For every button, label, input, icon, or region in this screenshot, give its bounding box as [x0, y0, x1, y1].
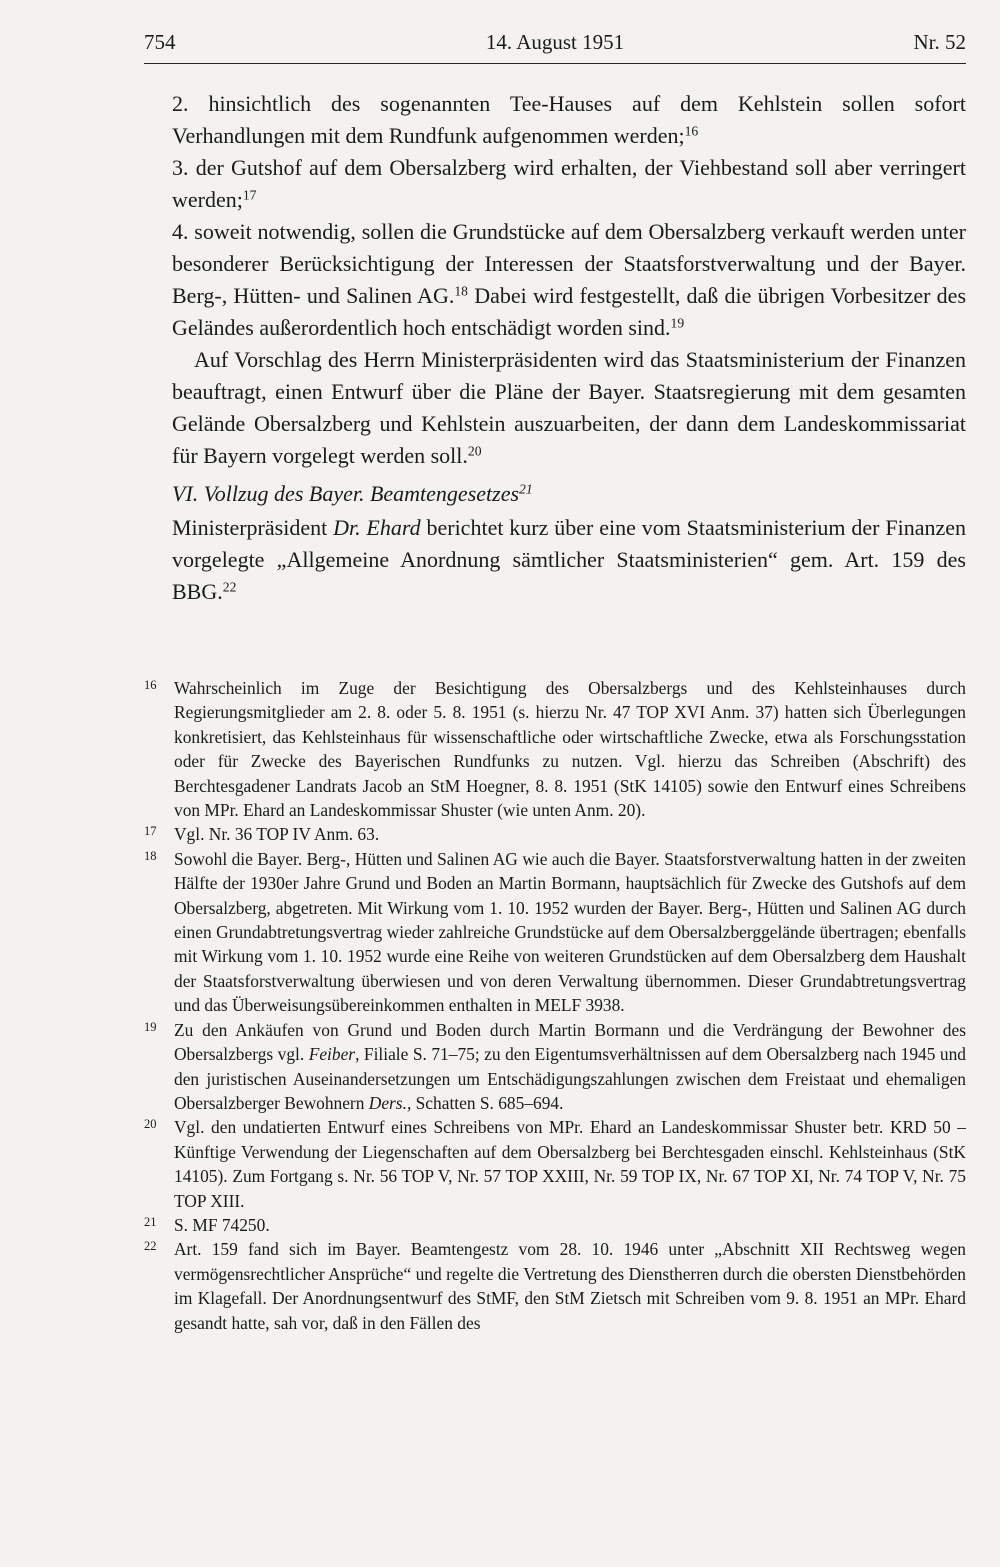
main-text: [172, 88, 966, 608]
issue-number: Nr. 52: [913, 30, 966, 54]
author-name: Ders.: [368, 1092, 407, 1113]
item-2-paragraph: 2. hinsichtlich des sogenannten Tee-Hauses auf dem Kehlstein sollen sofort Verhandlungen mit dem Rundfunk aufgenommen werden;$^{16}$: [172, 91, 966, 148]
footnote-16: 16 Wahrscheinlich im Zuge der Besichtigung des Obersalzbergs und des Kehlsteinhauses durch Regierungsmitglieder am 2. 8. oder 5. 8. 1951 (s. hierzu Nr. 47 TOP XVI Anm. 37) hatten sich Überlegungen konkretisiert, das Kehlsteinhaus für wissenschaftliche oder wirtschaftliche Zwecke, etwa als Forschungsstation oder für Zwecke des Bayerischen Rundfunks zu nutzen. Vgl. hierzu das Schreiben (Abschrift) des Berchtesgadener Landrats Jacob an StM Hoegner, 8. 8. 1951 (StK 14105) sowie den Entwurf eines Schreibens von MPr. Ehard an Landeskommissar Shuster (wie unten Anm. 20).: [144, 678, 966, 821]
footnote-ref-19[interactable]: 19: [670, 315, 685, 331]
header-rule: [144, 63, 966, 64]
footnote-ref-18[interactable]: 18: [454, 283, 468, 299]
report-paragraph: Ministerpräsident Dr. Ehard berichtet kurz über eine vom Staatsministerium der Finanzen vorgelegte „Allgemeine Anordnung sämtlicher Staatsministerien“ gem. Art. 159 des BBG.$^{22}$: [172, 515, 966, 604]
footnote-18: 18 Sowohl die Bayer. Berg-, Hütten und Salinen AG wie auch die Bayer. Staatsforstverwaltung hatten in der zweiten Hälfte der 1930er Jahre Grund und Boden an Martin Bormann, hauptsächlich für Zwecke des Gutshofs auf dem Obersalzberg, abgetreten. Mit Wirkung vom 1. 10. 1952 wurden der Bayer. Berg-, Hütten und Salinen AG durch einen Grundabtretungsvertrag wieder zahlreiche Grundstücke auf dem Obersalzberggelände übertragen; ebenfalls mit Wirkung vom 1. 10. 1952 wurde eine Reihe von weiteren Grundstücken auf dem Obersalzberg dem Haushalt der Staatsforstverwaltung überwiesen und von deren Verwaltung übernommen. Dieser Grundabtretungsvertrag und das Überweisungsübereinkommen enthalten in MELF 3938.: [144, 848, 966, 1016]
footnote-number: 17: [144, 824, 157, 839]
footnotes: [144, 676, 966, 1335]
footnote-number: 19: [144, 1019, 157, 1034]
footnote-20: 20 Vgl. den undatierten Entwurf eines Schreibens von MPr. Ehard an Landeskommissar Shuster betr. KRD 50 – Künftige Verwendung der Liegenschaften auf dem Obersalzberg bei Berchtesgaden einschl. Kehlsteinhaus (StK 14105). Zum Fortgang s. Nr. 56 TOP V, Nr. 57 TOP XXIII, Nr. 59 TOP IX, Nr. 67 TOP XI, Nr. 74 TOP V, Nr. 75 TOP XIII.: [144, 1117, 966, 1211]
footnote-19: 19 Zu den Ankäufen von Grund und Boden durch Martin Bormann und die Verdrängung der Bewohner des Obersalzbergs vgl. Feiber, Filiale S. 71–75; zu den Eigentumsverhältnissen auf dem Obersalzberg nach 1945 und den juristischen Auseinandersetzungen um Entschädigungszahlungen zwischen dem Freistaat und ehemaligen Obersalzberger Bewohnern Ders., Schatten S. 685–694.: [144, 1019, 967, 1113]
header-date: 14. August 1951: [485, 30, 625, 54]
proposal-paragraph: Auf Vorschlag des Herrn Ministerpräsidenten wird das Staatsministerium der Finanzen beauftragt, einen Entwurf über die Pläne der Bayer. Staatsregierung mit dem gesamten Gelände Obersalzberg und Kehlstein auszuarbeiten, der dann dem Landeskommissariat für Bayern vorgelegt werden soll.$^{20}$: [172, 347, 966, 468]
footnote-21: 21 S. MF 74250.: [144, 1214, 270, 1235]
footnote-ref-21[interactable]: 21: [519, 481, 533, 497]
running-header: [144, 30, 966, 60]
footnote-ref-16[interactable]: 16: [684, 123, 699, 139]
footnote-17: 17 Vgl. Nr. 36 TOP IV Anm. 63.: [144, 824, 380, 845]
item-3-paragraph: 3. der Gutshof auf dem Obersalzberg wird erhalten, der Viehbestand soll aber verringert werden;$^{17}$: [172, 155, 966, 212]
footnote-number: 22: [144, 1239, 157, 1254]
footnote-number: 20: [144, 1117, 157, 1132]
section-heading: VI. Vollzug des Bayer. Beamtengesetzes$^{21}$: [172, 481, 533, 506]
footnote-ref-17[interactable]: 17: [242, 187, 257, 203]
footnote-number: 18: [144, 848, 157, 863]
footnote-ref-22[interactable]: 22: [222, 579, 237, 595]
person-name: Dr. Ehard: [333, 515, 421, 540]
footnote-number: 21: [144, 1214, 157, 1229]
page-number: 754: [144, 30, 176, 54]
footnote-22: 22 Art. 159 fand sich im Bayer. Beamtengestz vom 28. 10. 1946 unter „Abschnitt XII Rechtsweg wegen vermögensrechtlicher Ansprüche“ und regelte die Vertretung des Dienstherren durch die obersten Dienstbehörden im Klagefall. Der Anordnungsentwurf des StMF, den StM Zietsch mit Schreiben vom 9. 8. 1951 an MPr. Ehard gesandt hatte, sah vor, daß in den Fällen des: [144, 1239, 966, 1333]
item-4-paragraph: 4. soweit notwendig, sollen die Grundstücke auf dem Obersalzberg verkauft werden unter besonderer Berücksichtigung der Interessen der Staatsforstverwaltung und der Bayer. Berg-, Hütten- und Salinen AG.$^{18}$ Dabei wird festgestellt, daß die übrigen Vorbesitzer des Geländes außerordentlich hoch entschädigt worden sind.$^{19}$: [172, 219, 967, 340]
footnote-number: 16: [144, 678, 157, 692]
author-name: Feiber: [308, 1044, 356, 1065]
footnote-ref-20[interactable]: 20: [467, 443, 482, 459]
